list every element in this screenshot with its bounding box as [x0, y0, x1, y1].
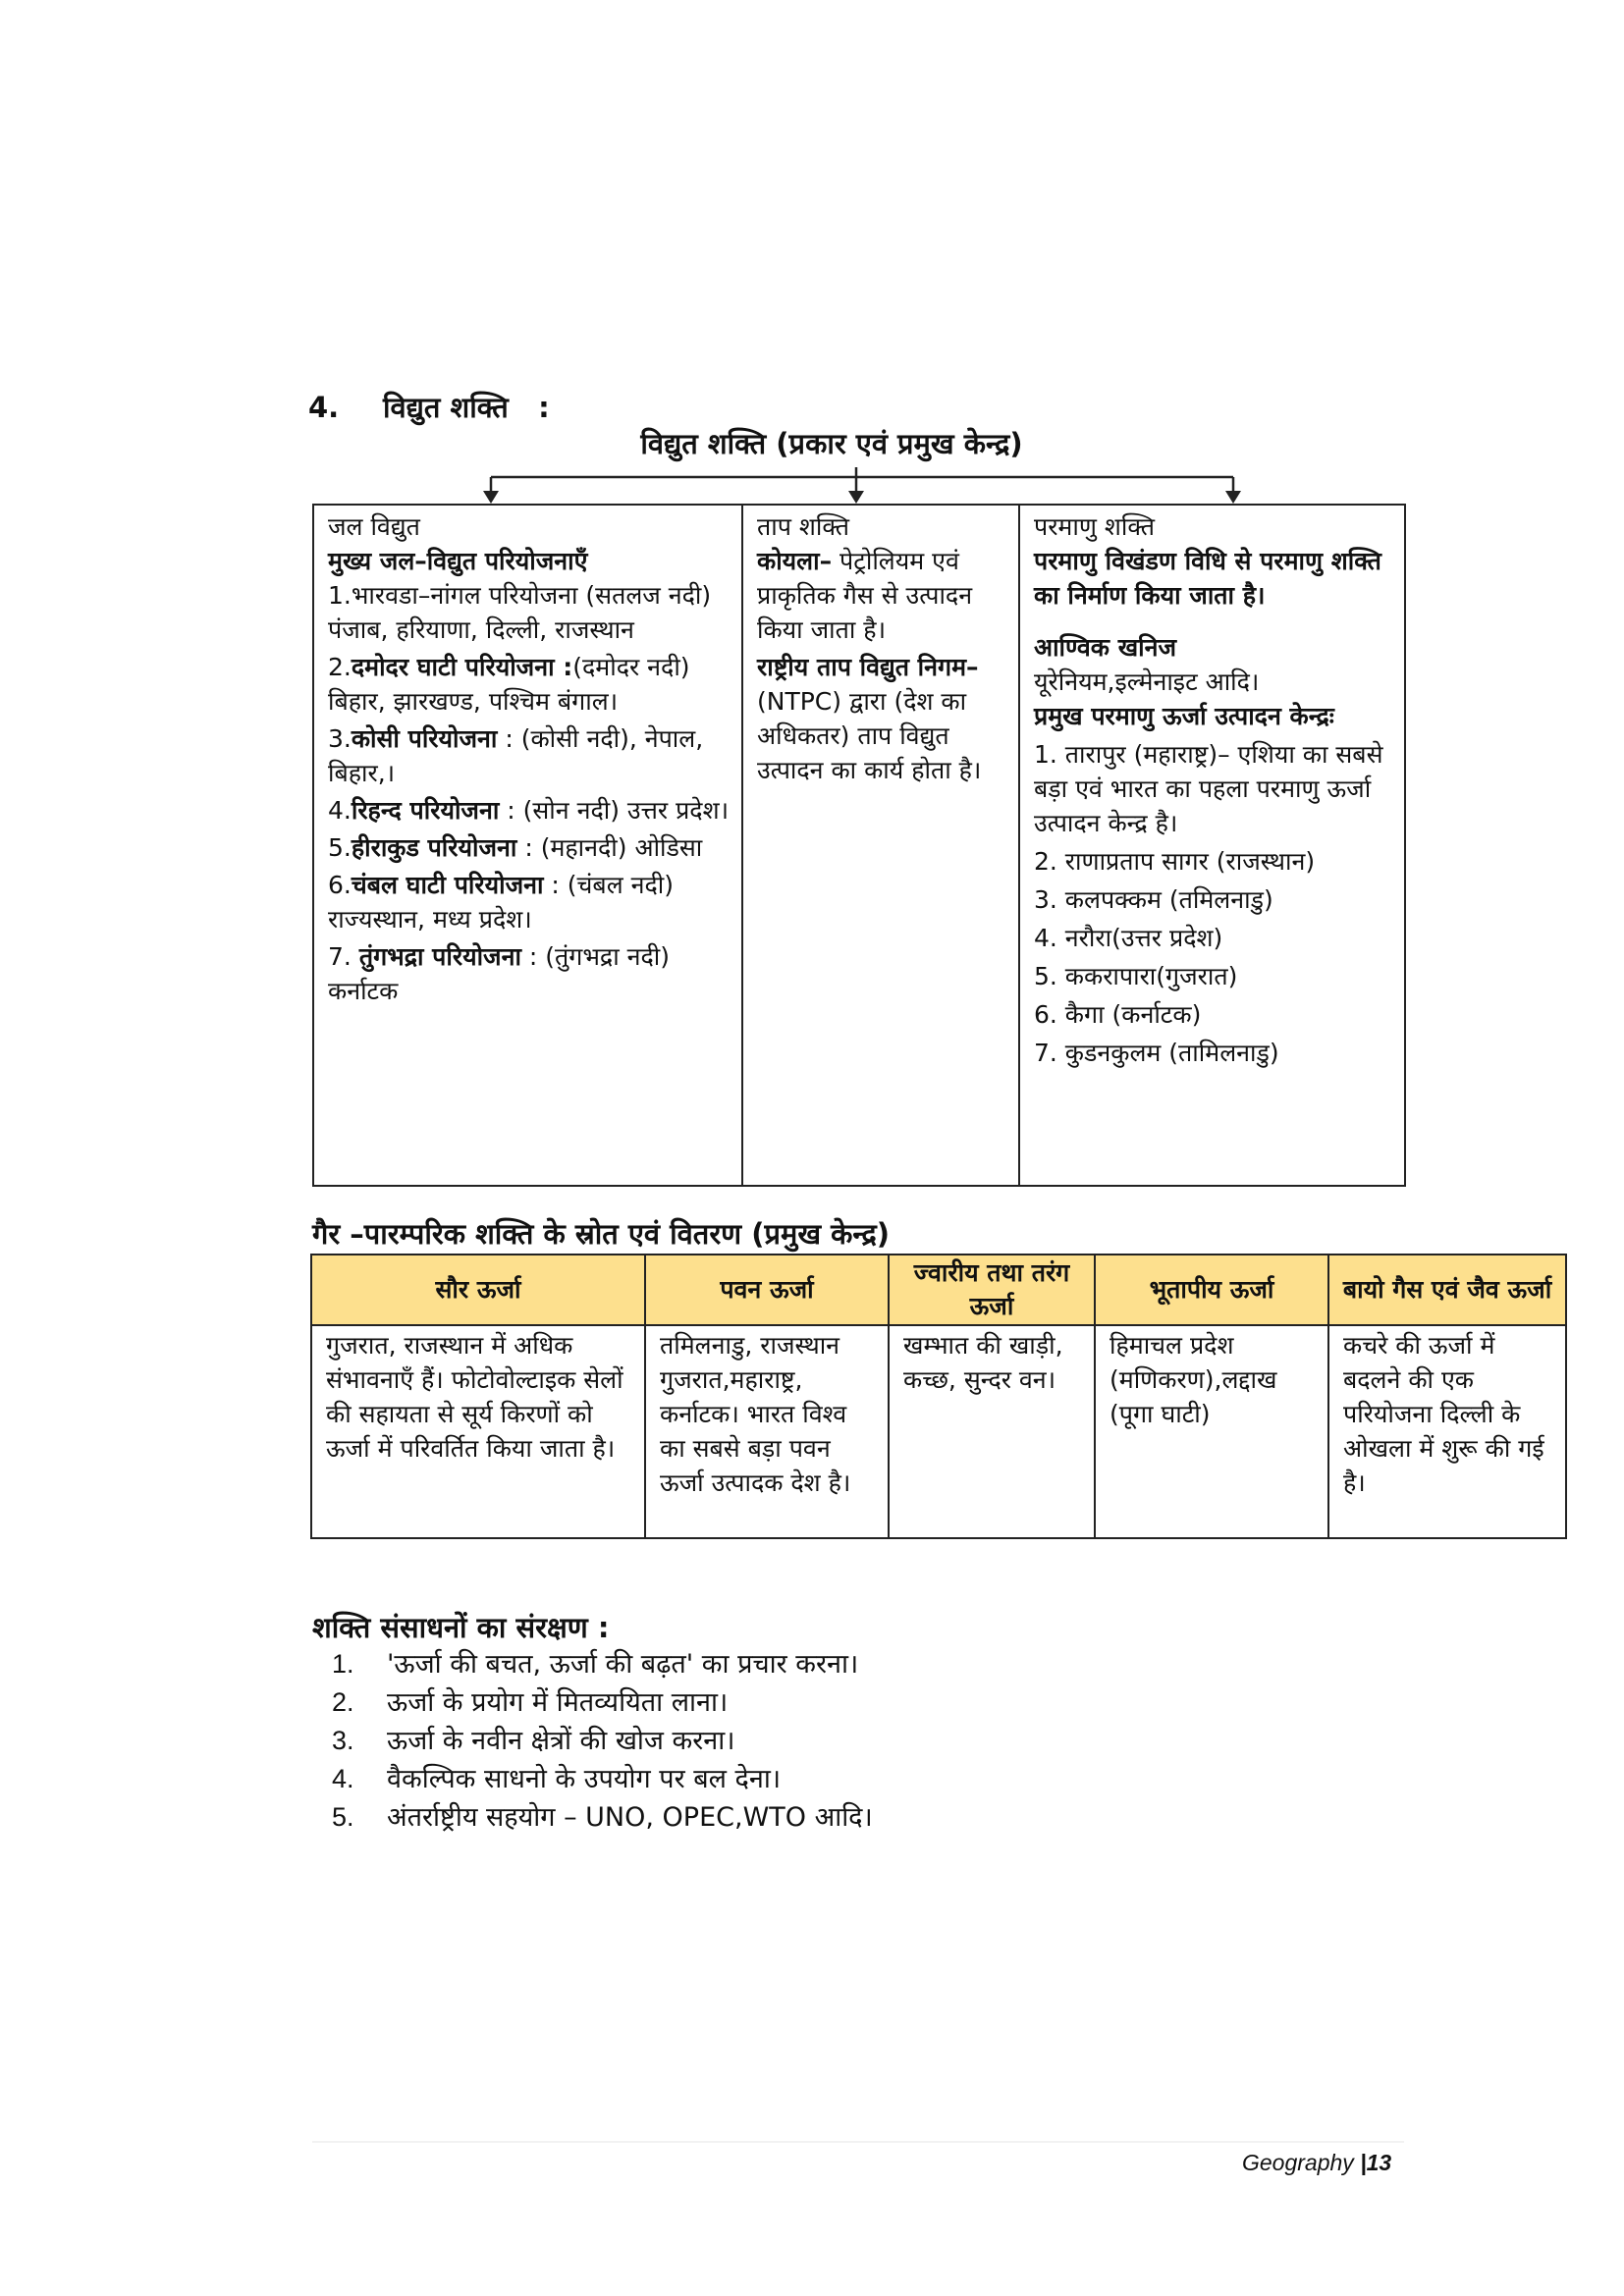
- table-cell: तमिलनाडु, राजस्थान गुजरात,महाराष्ट्र, कर्नाटक। भारत विश्व का सबसे बड़ा पवन ऊर्जा उत्पादक देश है।: [645, 1325, 889, 1538]
- minerals-heading: आण्विक खनिज: [1034, 633, 1177, 662]
- nuclear-heading: परमाणु शक्ति: [1034, 512, 1155, 541]
- column-header: पवन ऊर्जा: [645, 1255, 889, 1325]
- conservation-title: शक्ति संसाधनों का संरक्षण :: [312, 1611, 610, 1644]
- nuclear-center-item: 1. तारापुर (महाराष्ट्र)– एशिया का सबसे बड़ा एवं भारत का पहला परमाणु ऊर्जा उत्पादन केन्द्र है।: [1034, 740, 1383, 837]
- footer-divider: [312, 2141, 1404, 2143]
- hydro-item: 5.हीराकुड परियोजना : (महानदी) ओडिसा: [328, 833, 703, 862]
- nuclear-center-item: 3. कलपक्कम (तमिलनाडु): [1034, 885, 1273, 914]
- hydro-item: 7. तुंगभद्रा परियोजना : (तुंगभद्रा नदी) कर्नाटक: [328, 942, 670, 1005]
- column-header: बायो गैस एवं जैव ऊर्जा: [1328, 1255, 1566, 1325]
- table-cell: हिमाचल प्रदेश (मणिकरण),लद्दाख (पूगा घाटी): [1095, 1325, 1328, 1538]
- arrow-down-icon: [483, 491, 499, 504]
- hydro-subheading: मुख्य जल–विद्युत परियोजनाएँ: [328, 547, 588, 575]
- nuclear-center-item: 4. नरौरा(उत्तर प्रदेश): [1034, 924, 1223, 952]
- nuclear-center-item: 6. कैगा (कर्नाटक): [1034, 1000, 1202, 1029]
- table-row: [311, 1325, 1566, 1538]
- section-heading: [308, 388, 550, 426]
- list-item: 1. 'ऊर्जा की बचत, ऊर्जा की बढ़त' का प्रचार करना।: [332, 1649, 859, 1680]
- table-cell: खम्भात की खाड़ी, कच्छ, सुन्दर वन।: [889, 1325, 1095, 1538]
- nuclear-center-item: 5. ककरापारा(गुजरात): [1034, 962, 1238, 990]
- nuclear-center-item: 7. कुडनकुलम (तामिलनाडु): [1034, 1039, 1279, 1067]
- hydro-cell: [313, 505, 742, 1186]
- conservation-list: [332, 1645, 873, 1837]
- power-types-table: [312, 504, 1406, 1187]
- nuclear-cell: [1019, 505, 1405, 1186]
- thermal-ntpc-para: राष्ट्रीय ताप विद्युत निगम– (NTPC) द्वारा (देश का अधिकतर) ताप विद्युत उत्पादन का कार्य होता है।: [757, 653, 982, 784]
- footer-subject: Geography: [1242, 2150, 1354, 2175]
- table-cell: गुजरात, राजस्थान में अधिक संभावनाएँ हैं। फोटोवोल्टाइक सेलों की सहायता से सूर्य किरणों को ऊर्जा में परिवर्तित किया जाता है।: [311, 1325, 645, 1538]
- column-header: सौर ऊर्जा: [311, 1255, 645, 1325]
- list-item: 5. अंतर्राष्ट्रीय सहयोग – UNO, OPEC,WTO आदि।: [332, 1802, 873, 1833]
- thermal-coal-para: कोयला– पेट्रोलियम एवं प्राकृतिक गैस से उत्पादन किया जाता है।: [757, 547, 973, 644]
- hydro-item: 6.चंबल घाटी परियोजना : (चंबल नदी) राज्यस्थान, मध्य प्रदेश।: [328, 871, 674, 934]
- list-item: 4. वैकल्पिक साधनो के उपयोग पर बल देना।: [332, 1764, 782, 1794]
- section-number: 4.: [308, 391, 340, 424]
- hydro-heading: जल विद्युत: [328, 512, 420, 541]
- nonconventional-title: गैर –पारम्परिक शक्ति के स्रोत एवं वितरण (प्रमुख केन्द्र): [312, 1217, 891, 1251]
- list-item: 2. ऊर्जा के प्रयोग में मितव्ययिता लाना।: [332, 1687, 729, 1718]
- diagram-connector: [0, 467, 1624, 507]
- nuclear-center-item: 2. राणाप्रताप सागर (राजस्थान): [1034, 847, 1316, 876]
- table-header-row: [311, 1255, 1566, 1325]
- arrow-down-icon: [848, 491, 864, 504]
- hydro-item: 4.रिहन्द परियोजना : (सोन नदी) उत्तर प्रदेश।: [328, 796, 730, 825]
- column-header: ज्वारीय तथा तरंग ऊर्जा: [889, 1255, 1095, 1325]
- thermal-cell: [742, 505, 1019, 1186]
- diagram-title: विद्युत शक्ति (प्रकार एवं प्रमुख केन्द्र): [640, 427, 1023, 460]
- page-footer: [1242, 2150, 1391, 2176]
- arrow-down-icon: [1225, 491, 1241, 504]
- minerals-text: यूरेनियम,इल्मेनाइट आदि।: [1034, 667, 1260, 696]
- nonconventional-table: [310, 1254, 1567, 1539]
- hydro-item: 3.कोसी परियोजना : (कोसी नदी), नेपाल, बिहार,।: [328, 724, 704, 787]
- section-title: विद्युत शक्ति: [383, 391, 509, 424]
- centers-heading: प्रमुख परमाणु ऊर्जा उत्पादन केन्द्रः: [1034, 702, 1334, 730]
- thermal-heading: ताप शक्ति: [757, 512, 849, 541]
- table-cell: कचरे की ऊर्जा में बदलने की एक परियोजना दिल्ली के ओखला में शुरू की गई है।: [1328, 1325, 1566, 1538]
- nuclear-intro: परमाणु विखंडण विधि से परमाणु शक्ति का निर्माण किया जाता है।: [1034, 547, 1381, 610]
- list-item: 3. ऊर्जा के नवीन क्षेत्रों की खोज करना।: [332, 1726, 735, 1756]
- hydro-item: 2.दमोदर घाटी परियोजना :(दमोदर नदी) बिहार, झारखण्ड, पश्चिम बंगाल।: [328, 653, 690, 716]
- section-colon: :: [538, 391, 550, 424]
- hydro-item: 1.भारवडा–नांगल परियोजना (सतलज नदी) पंजाब, हरियाणा, दिल्ली, राजस्थान: [328, 581, 712, 644]
- column-header: भूतापीय ऊर्जा: [1095, 1255, 1328, 1325]
- page-number: |13: [1360, 2150, 1392, 2175]
